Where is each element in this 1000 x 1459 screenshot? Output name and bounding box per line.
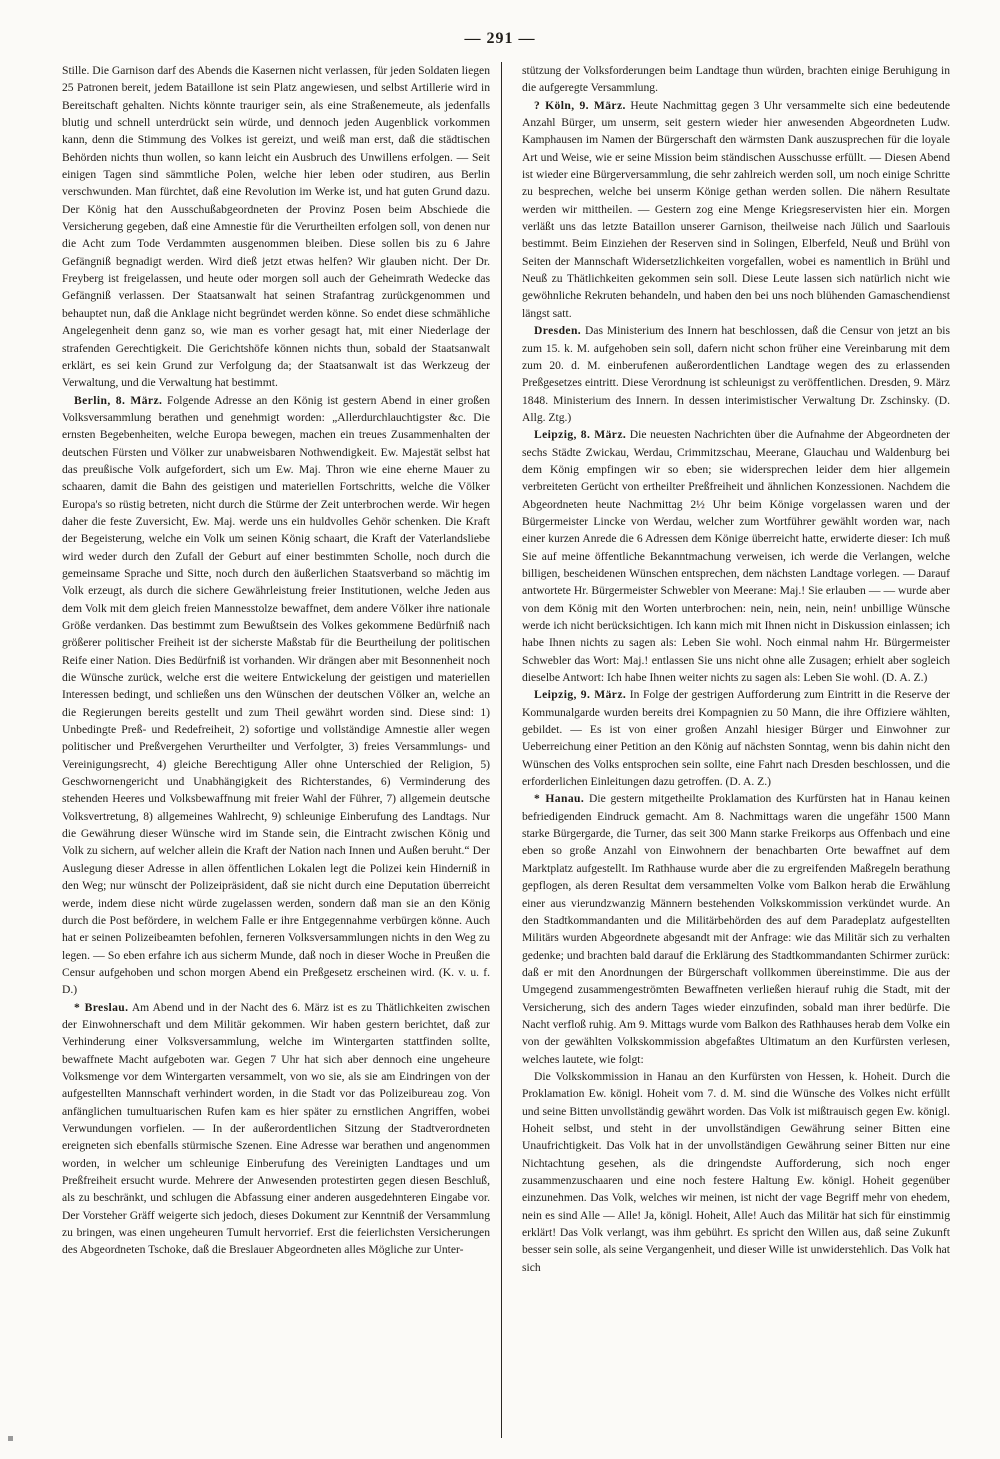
article-dateline: Berlin, 8. März. [74,393,163,407]
scan-mark [8,1436,13,1441]
article-paragraph [62,392,490,999]
article-text: In Folge der gestrigen Aufforderung zum Eintritt in die Reserve der Kommunalgarde wurden bereits drei Kompagnien zu 50 Mann, die ihre Offiziere wählten, gebildet. — Es ist von einer großen Anzahl hiesiger Bürger und Einwohner zur Ueberreichung einer Petition an den König auf nächsten Sonntag, wenn bis dahin nicht den Wünschen des Volks entsprochen sein sollte, eine Fahrt nach Dresden beschlossen, und die erforderlichen Einleitungen dazu getroffen. (D. A. Z.) [522,688,950,789]
article-text: Die neuesten Nachrichten über die Aufnahme der Abgeordneten der sechs Städte Zwickau, Werdau, Crimmitzschau, Meerane, Glauchau und Waldenburg bei dem König empfingen wir so eben; sie widersprechen leider dem hier allgemein verbreiteten Gerücht von ertheilter Preßfreiheit und ähnlichen Konzessionen. Nachdem die Abgeordneten heute Nachmittag 2½ Uhr beim Könige vorgelassen waren und der Bürgermeister Lincke von Werdau, welcher zum Wortführer gewählt worden war, nach einer kurzen Anrede die 6 Adressen dem Könige überreicht hatte, erwiderte dieser: Ich muß Sie auf meine öffentliche Bekanntmachung verweisen, ich werde die Verlangen, welche billigen, bescheidenen Wünschen entsprechen, dem nächsten Landtage vorlegen. — Darauf antwortete Hr. Bürgermeister Schwebler von Meerane: Maj.! Sie erlauben — — wurde aber von dem König mit den Worten unterbrochen: nein, nein, nein, nein! unbillige Wünsche werde ich nicht berücksichtigen. Ich kann mich mit Ihnen nicht in Diskussion einlassen; ich habe Ihnen nichts zu sagen als: Leben Sie wohl. Noch einmal nahm Hr. Bürgermeister Schwebler das Wort: Maj.! entlassen Sie uns nicht ohne alle Zusagen; erhielt aber sogleich dieselbe Antwort: Ich habe Ihnen weiter nichts zu sagen als: Leben Sie wohl. (D. A. Z.) [522,428,950,685]
article-dateline: ? Köln, 9. März. [534,98,626,112]
article-paragraph [522,790,950,1068]
left-column [62,62,490,1442]
article-dateline: Leipzig, 9. März. [534,688,627,702]
article-text: Das Ministerium des Innern hat beschlossen, daß die Censur von jetzt an bis zum 15. k. M. aufgehoben sein soll, dafern nicht schon früher eine Vereinbarung mit dem zum 20. d. M. einberufenen außerordentlichen Landtage wegen des zu erlassenden Preßgesetzes eintritt. Diese Verordnung ist schleunigst zu veröffentlichen. Dresden, 9. März 1848. Ministerium des Innern. In dessen interimistischer Verwaltung Dr. Zschinsky. (D. Allg. Ztg.) [522,324,950,424]
article-text: Heute Nachmittag gegen 3 Uhr versammelte sich eine bedeutende Anzahl Bürger, um unserm, seit gestern wieder hier anwesenden Abgeordneten Ludw. Kamphausen im Namen der Bürgerschaft den wärmsten Dank auszusprechen für die loyale Art und Weise, wie er seine Mission beim ständischen Ausschusse erfüllt. — Diesen Abend ist wieder eine Bürgerversammlung, die sehr zahlreich werden soll, um noch einige Schritte zu besprechen, welche bei unserm Könige gethan werden sollen. Die nähern Resultate werden wir mittheilen. — Gestern zog eine Menge Kriegsreservisten hier ein. Morgen verläßt uns das letzte Bataillon unserer Garnison, theilweise nach Jülich und Saarlouis bestimmt. Beim Einziehen der Reserven sind in Solingen, Elberfeld, Neuß und Brühl von Seiten der Mannschaft Widersetzlichkeiten vorgefallen, wobei es namentlich in Brühl und Neuß zu Thätlichkeiten gekommen sein soll. Diese Leute lassen sich natürlich nicht wie gewöhnliche Rekruten behandeln, und haben den bei uns noch blühenden Gamaschendienst längst satt. [522,98,950,320]
article-paragraph [62,62,490,392]
article-text: Folgende Adresse an den König ist gestern Abend in einer großen Volksversammlung berathen und genehmigt worden: „Allerdurchlauchtigster &c. Die ernsten Begebenheiten, welche Europa bewegen, machen ein treues Zusammenhalten der deutschen Fürsten und Völker zur unabweisbaren Nothwendigkeit. Ew. Majestät selbst hat das preußische Volk aufgefordert, sich um Ew. Maj. Thron wie eine eherne Mauer zu schaaren, damit die Bahn des geistigen und materiellen Fortschritts, welche die Völker Europa's so rüstig betreten, nicht durch die Stürme der Zeit unterbrochen werde. Wir hegen daher die feste Zuversicht, Ew. Maj. werde uns ein huldvolles Gehör schenken. Die Kraft der Begeisterung, welche ein Volk um seinen König schaart, die Kraft der Vaterlandsliebe wird weder durch den Zufall der Geburt auf einer bestimmten Scholle, noch durch die gemeinsame Sprache und Sitte, noch durch den äußerlichen Staatsverband so mächtig im Volk erzeugt, als durch die sichere Gewährleistung freier Institutionen, welche Jeden aus dem Volk mit dem gleich freien Mannesstolze bewaffnet, dem andere Völker ihre nationale Größe verdanken. Das bestimmt zum Bewußtsein des Volkes gekommene Bedürfniß nach größerer politischer Freiheit ist der sicherste Maßstab für die Beurtheilung der politischen Reife einer Nation. Dies Bedürfniß ist vorhanden. Wir drängen aber mit Besonnenheit noch die Wünsche zurück, welche erst die weitere Entwickelung der geistigen und materiellen Interessen bedingt, und schließen uns den Wünschen der deutschen Völker an, welche an die Regierungen bereits gestellt und zum Theil gewährt worden sind. Diese sind: 1) Unbedingte Preß- und Redefreiheit, 2) sofortige und vollständige Amnestie aller wegen politischer und Preßvergehen Verurtheilter und Verfolgter, 3) freies Versammlungs- und Vereinigungsrecht, 4) gleiche Berechtigung Aller ohne Unterschied der Religion, 5) Geschwornengericht und Unabhängigkeit des Richterstandes, 6) Verminderung des stehenden Heeres und Volksbewaffnung mit freier Wahl der Führer, 7) allgemein deutsche Volksvertretung, 8) allgemeines Wahlrecht, 9) schleunige Einberufung des Landtags. Nur die Gewährung dieser Wünsche wird im Stande sein, die Eintracht zwischen König und Volk zu sichern, auf welcher allein die Kraft der Nation nach Innen und Außen beruht.“ Der Auslegung dieser Adresse in allen öffentlichen Lokalen legt die Polizei kein Hinderniß in den Weg; nur wünscht der Polizeipräsident, daß sie nicht durch eine Deputation überreicht werde, indem diese nicht würde zugelassen werden, sondern daß man sie an den König durch die Post befördere, in welchem Falle er ihre Entgegennahme verbürgen könne. Auch hat er seinen Polizeibeamten befohlen, ferneren Volksversammlungen nichts in den Weg zu legen. — So eben erfahre ich aus sicherm Munde, daß noch in dieser Woche in Preußen die Censur aufgehoben und schon morgen Abend ein Preßgesetz erscheinen wird. (K. v. u. f. D.) [62,393,490,997]
article-dateline: * Breslau. [74,1000,129,1014]
article-paragraph [522,1068,950,1276]
article-paragraph [62,999,490,1259]
article-text: Die Volkskommission in Hanau an den Kurfürsten von Hessen, k. Hoheit. Durch die Proklamation Ew. königl. Hoheit vom 7. d. M. sind die Wünsche des Volkes nicht erfüllt und seine Bitten unvollständig gewährt worden. Das Volk ist mißtrauisch gegen Ew. königl. Hoheit selbst, und steht in der unvollständigen Gewährung seiner Bitten eine Unaufrichtigkeit. Das Volk hat in der unvollständigen Gewährung seiner Bitten nur eine Nichtachtung gesehen, als die dringendste Aufforderung, sich noch enger zusammenzuschaaren und eine noch festere Haltung Ew. königl. Hoheit gegenüber einzunehmen. Das Volk, welches wir meinen, ist nicht der vage Begriff mehr von ehedem, nein es sind Alle — Alle! Ja, königl. Hoheit, Alle! Auch das Militär hat sich für einstimmig erklärt! Das Volk verlangt, was ihm gebührt. Es spricht den Willen aus, daß seine Zukunft besser sein solle, als seine Vergangenheit, und dieser Wille ist unwiderstehlich. Das Volk hat sich [522,1069,950,1274]
article-columns [62,62,950,1442]
article-dateline: * Hanau. [534,792,585,806]
article-text: Die gestern mitgetheilte Proklamation des Kurfürsten hat in Hanau keinen befriedigenden Eindruck gemacht. Am 8. Nachmittags waren die ungefähr 1500 Mann starke Bürgergarde, die Turner, das seit 300 Mann starke Freikorps aus Offenbach und eine eben so große Anzahl von Einwohnern der benachbarten Orte bewaffnet auf dem Marktplatz aufgestellt. Im Rathhause wurde aber die zu ergreifenden Maßregeln berathung gepflogen, als deren Resultat dem versammelten Volke vom Balkon herab die Erwählung einer aus vierundzwanzig Männern bestehenden Volkskommission verkündet wurde. An den Stadtkommandanten und die Militärbehörden des auf dem Paradeplatz aufgestellten Militärs wurden Abgeordnete abgesandt mit der Anfrage: wie das Militär sich zu verhalten gedenke; und brachten bald darauf die Erklärung des Stadtkommandanten Schirmer zurück: daß er mit den Anordnungen der Bürgerschaft vollkommen übereinstimme. Die aus der Umgegend zusammengeströmten Bewaffneten verließen hierauf ruhig die Stadt, mit der Versicherung, sich des andern Tages wieder einzufinden, sobald man ihrer bedürfe. Die Nacht verfloß ruhig. Am 9. Mittags wurde vom Balkon des Rathhauses herab dem Volke ein von der gewählten Volkskommission abgefaßtes Ultimatum an den Kurfürsten verlesen, welches lautete, wie folgt: [522,792,950,1066]
article-text: stützung der Volksforderungen beim Landtage thun würden, brachten einige Beruhigung in die aufgeregte Versammlung. [522,64,950,95]
article-paragraph [522,322,950,426]
article-paragraph [522,686,950,790]
right-column [522,62,950,1442]
article-text: Am Abend und in der Nacht des 6. März ist es zu Thätlichkeiten zwischen der Einwohnerschaft und dem Militär gekommen. Wir haben gestern berichtet, daß zur Verhinderung einer Volksversammlung, welche im Wintergarten stattfinden sollte, bewaffnete Macht aufgeboten war. Gegen 7 Uhr hat sich aber dennoch eine ungeheure Volksmenge vor dem Wintergarten versammelt, von wo sie, als sie am Eindringen von der aufgestellten Mannschaft verhindert worden, in die Stadt vor das Polizeibureau zog. Von anfänglichen tumultuarischen Rufen kam es hier später zu ernstlichen Angriffen, wobei Verwundungen vorfielen. — In der außerordentlichen Sitzung der Stadtverordneten ereigneten sich ebenfalls stürmische Szenen. Eine Adresse war berathen und angenommen worden, in welcher um schleunige Einberufung des Vereinigten Landtages und um Preßfreiheit ersucht wurde. Mehrere der Anwesenden protestirten gegen diesen Beschluß, als zu beschränkt, und schlugen die Abfassung einer anderen ausgedehnteren Eingabe vor. Der Vorsteher Gräff weigerte sich jedoch, dieses Dokument zur Kenntniß der Versammlung zu bringen, was einen ungeheuren Tumult hervorrief. Erst die feierlichsten Versicherungen des Abgeordneten Tschoke, daß die Breslauer Abgeordneten alles Mögliche zur Unter- [62,1000,490,1257]
page-number: — 291 — [464,30,536,47]
article-dateline: Dresden. [534,324,582,338]
article-dateline: Leipzig, 8. März. [534,428,627,442]
article-text: Stille. Die Garnison darf des Abends die Kasernen nicht verlassen, für jeden Soldaten liegen 25 Patronen bereit, jedem Bataillone ist sein Platz angewiesen, und selbst Artillerie wird in Bereitschaft gehalten. Nichts könnte trauriger sein, als eine Straßenemeute, als jedenfalls blutig und schnell unterdrückt sein würde, und dennoch jeden Augenblick vorkommen kann, denn die Stimmung des Volkes ist gereizt, und weiß man erst, daß die städtischen Behörden nichts thun wollen, so kann leicht ein Ausbruch des Unwillens erfolgen. — Seit einigen Tagen sind sämmtliche Polen, welche hier leben oder studiren, aus Berlin verschwunden. Man fürchtet, daß eine Revolution im Werke ist, und hat guten Grund dazu. Der König hat den Ausschußabgeordneten der Provinz Posen beim Abschiede die Versicherung gegeben, daß eine Amnestie für die Verurtheilten erfolgen soll, von denen nur die Acht zum Tode Verdammten ausgenommen bleiben. Diese sollen bis zu 6 Jahre Gefängniß begnadigt werden. Wird dieß jetzt etwas helfen? Wir glauben nicht. Der Dr. Freyberg ist freigelassen, und heute oder morgen soll auch der Geheimrath Wedecke das Gefängniß verlassen. Der Staatsanwalt hat seinen Strafantrag zurückgenommen und behauptet nun, daß die Anklage nicht begründet werden könne. So endet diese schmähliche Angelegenheit denn ganz so, wie man es vorher gesagt hat, mit einer Niederlage der strafenden Gerechtigkeit. Die Gerichtshöfe können nichts thun, sobald der Staatsanwalt erklärt, es sei kein Grund zur Verfolgung da; der Staatsanwalt ist das Werkzeug der Verwaltung, und die Verwaltung hat bestimmt. [62,64,490,390]
article-paragraph [522,97,950,322]
article-paragraph [522,62,950,97]
article-paragraph [522,426,950,686]
column-divider [501,62,502,1438]
